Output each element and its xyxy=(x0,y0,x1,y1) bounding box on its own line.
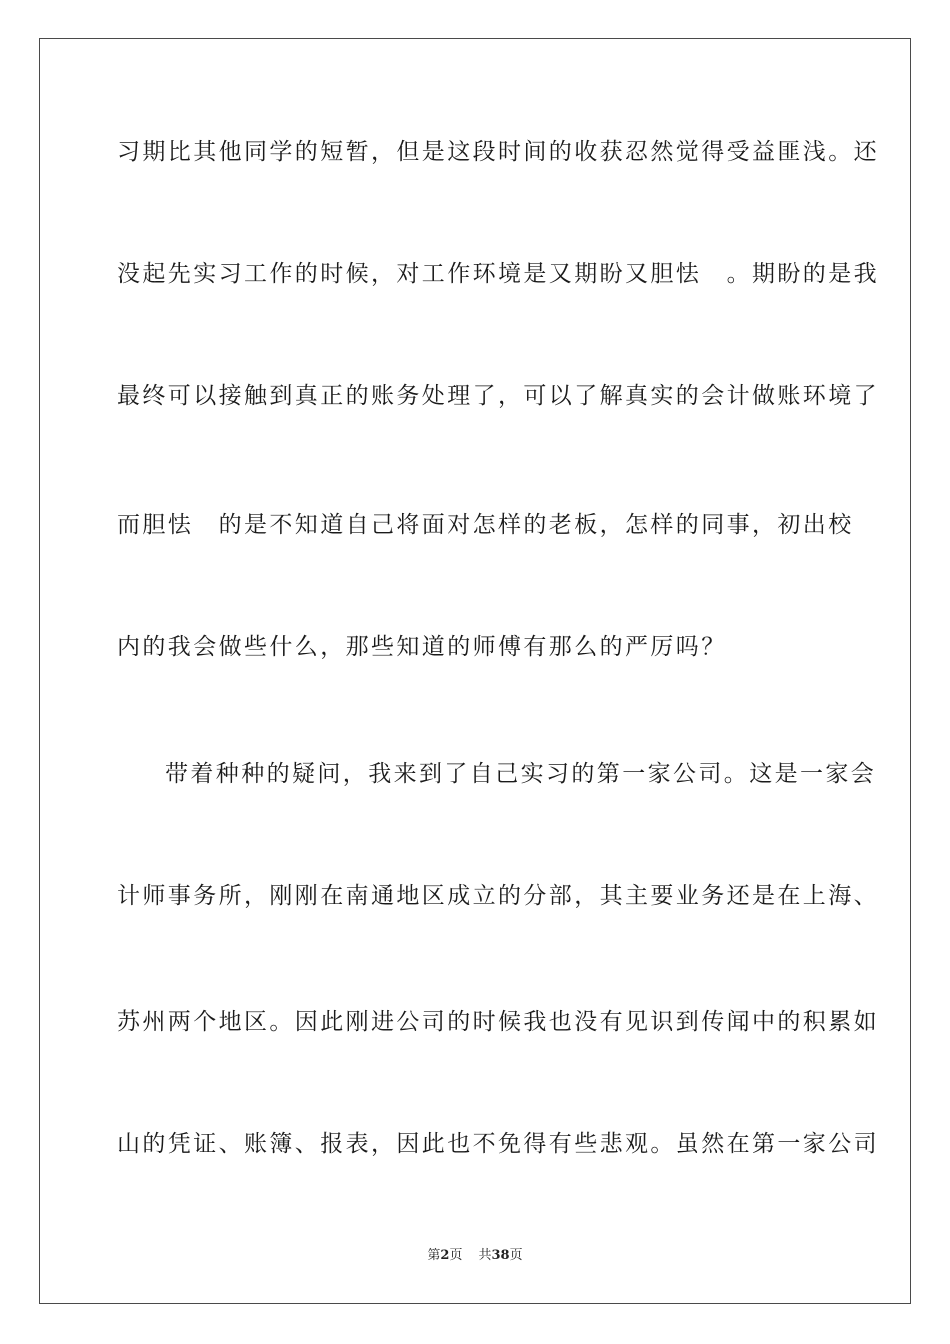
paragraph-line-6: 带着种种的疑问，我来到了自己实习的第一家公司。这是一家会 xyxy=(165,761,877,787)
page-footer xyxy=(0,1248,950,1264)
paragraph-line-2: 没起先实习工作的时候，对工作环境是又期盼又胆怯 。期盼的是我 xyxy=(117,261,879,287)
page-border xyxy=(39,38,911,1304)
paragraph-line-5: 内的我会做些什么，那些知道的师傅有那么的严厉吗？ xyxy=(117,634,727,660)
total-label-prefix: 共 xyxy=(478,1248,492,1263)
total-pages: 38 xyxy=(491,1248,510,1263)
paragraph-line-1: 习期比其他同学的短暂，但是这段时间的收获忍然觉得受益匪浅。还 xyxy=(117,139,879,165)
paragraph-line-9: 山的凭证、账簿、报表，因此也不免得有些悲观。虽然在第一家公司 xyxy=(117,1131,879,1157)
paragraph-line-4: 而胆怯 的是不知道自己将面对怎样的老板，怎样的同事，初出校 xyxy=(117,512,854,538)
paragraph-line-8: 苏州两个地区。因此刚进公司的时候我也没有见识到传闻中的积累如 xyxy=(117,1009,879,1035)
page-label-prefix: 第 xyxy=(427,1248,441,1263)
paragraph-line-3: 最终可以接触到真正的账务处理了，可以了解真实的会计做账环境了 xyxy=(117,383,879,409)
page-label-suffix: 页 xyxy=(449,1248,463,1263)
paragraph-line-7: 计师事务所，刚刚在南通地区成立的分部，其主要业务还是在上海、 xyxy=(117,883,879,909)
page-number: 2 xyxy=(440,1248,450,1263)
total-label-suffix: 页 xyxy=(509,1248,523,1263)
